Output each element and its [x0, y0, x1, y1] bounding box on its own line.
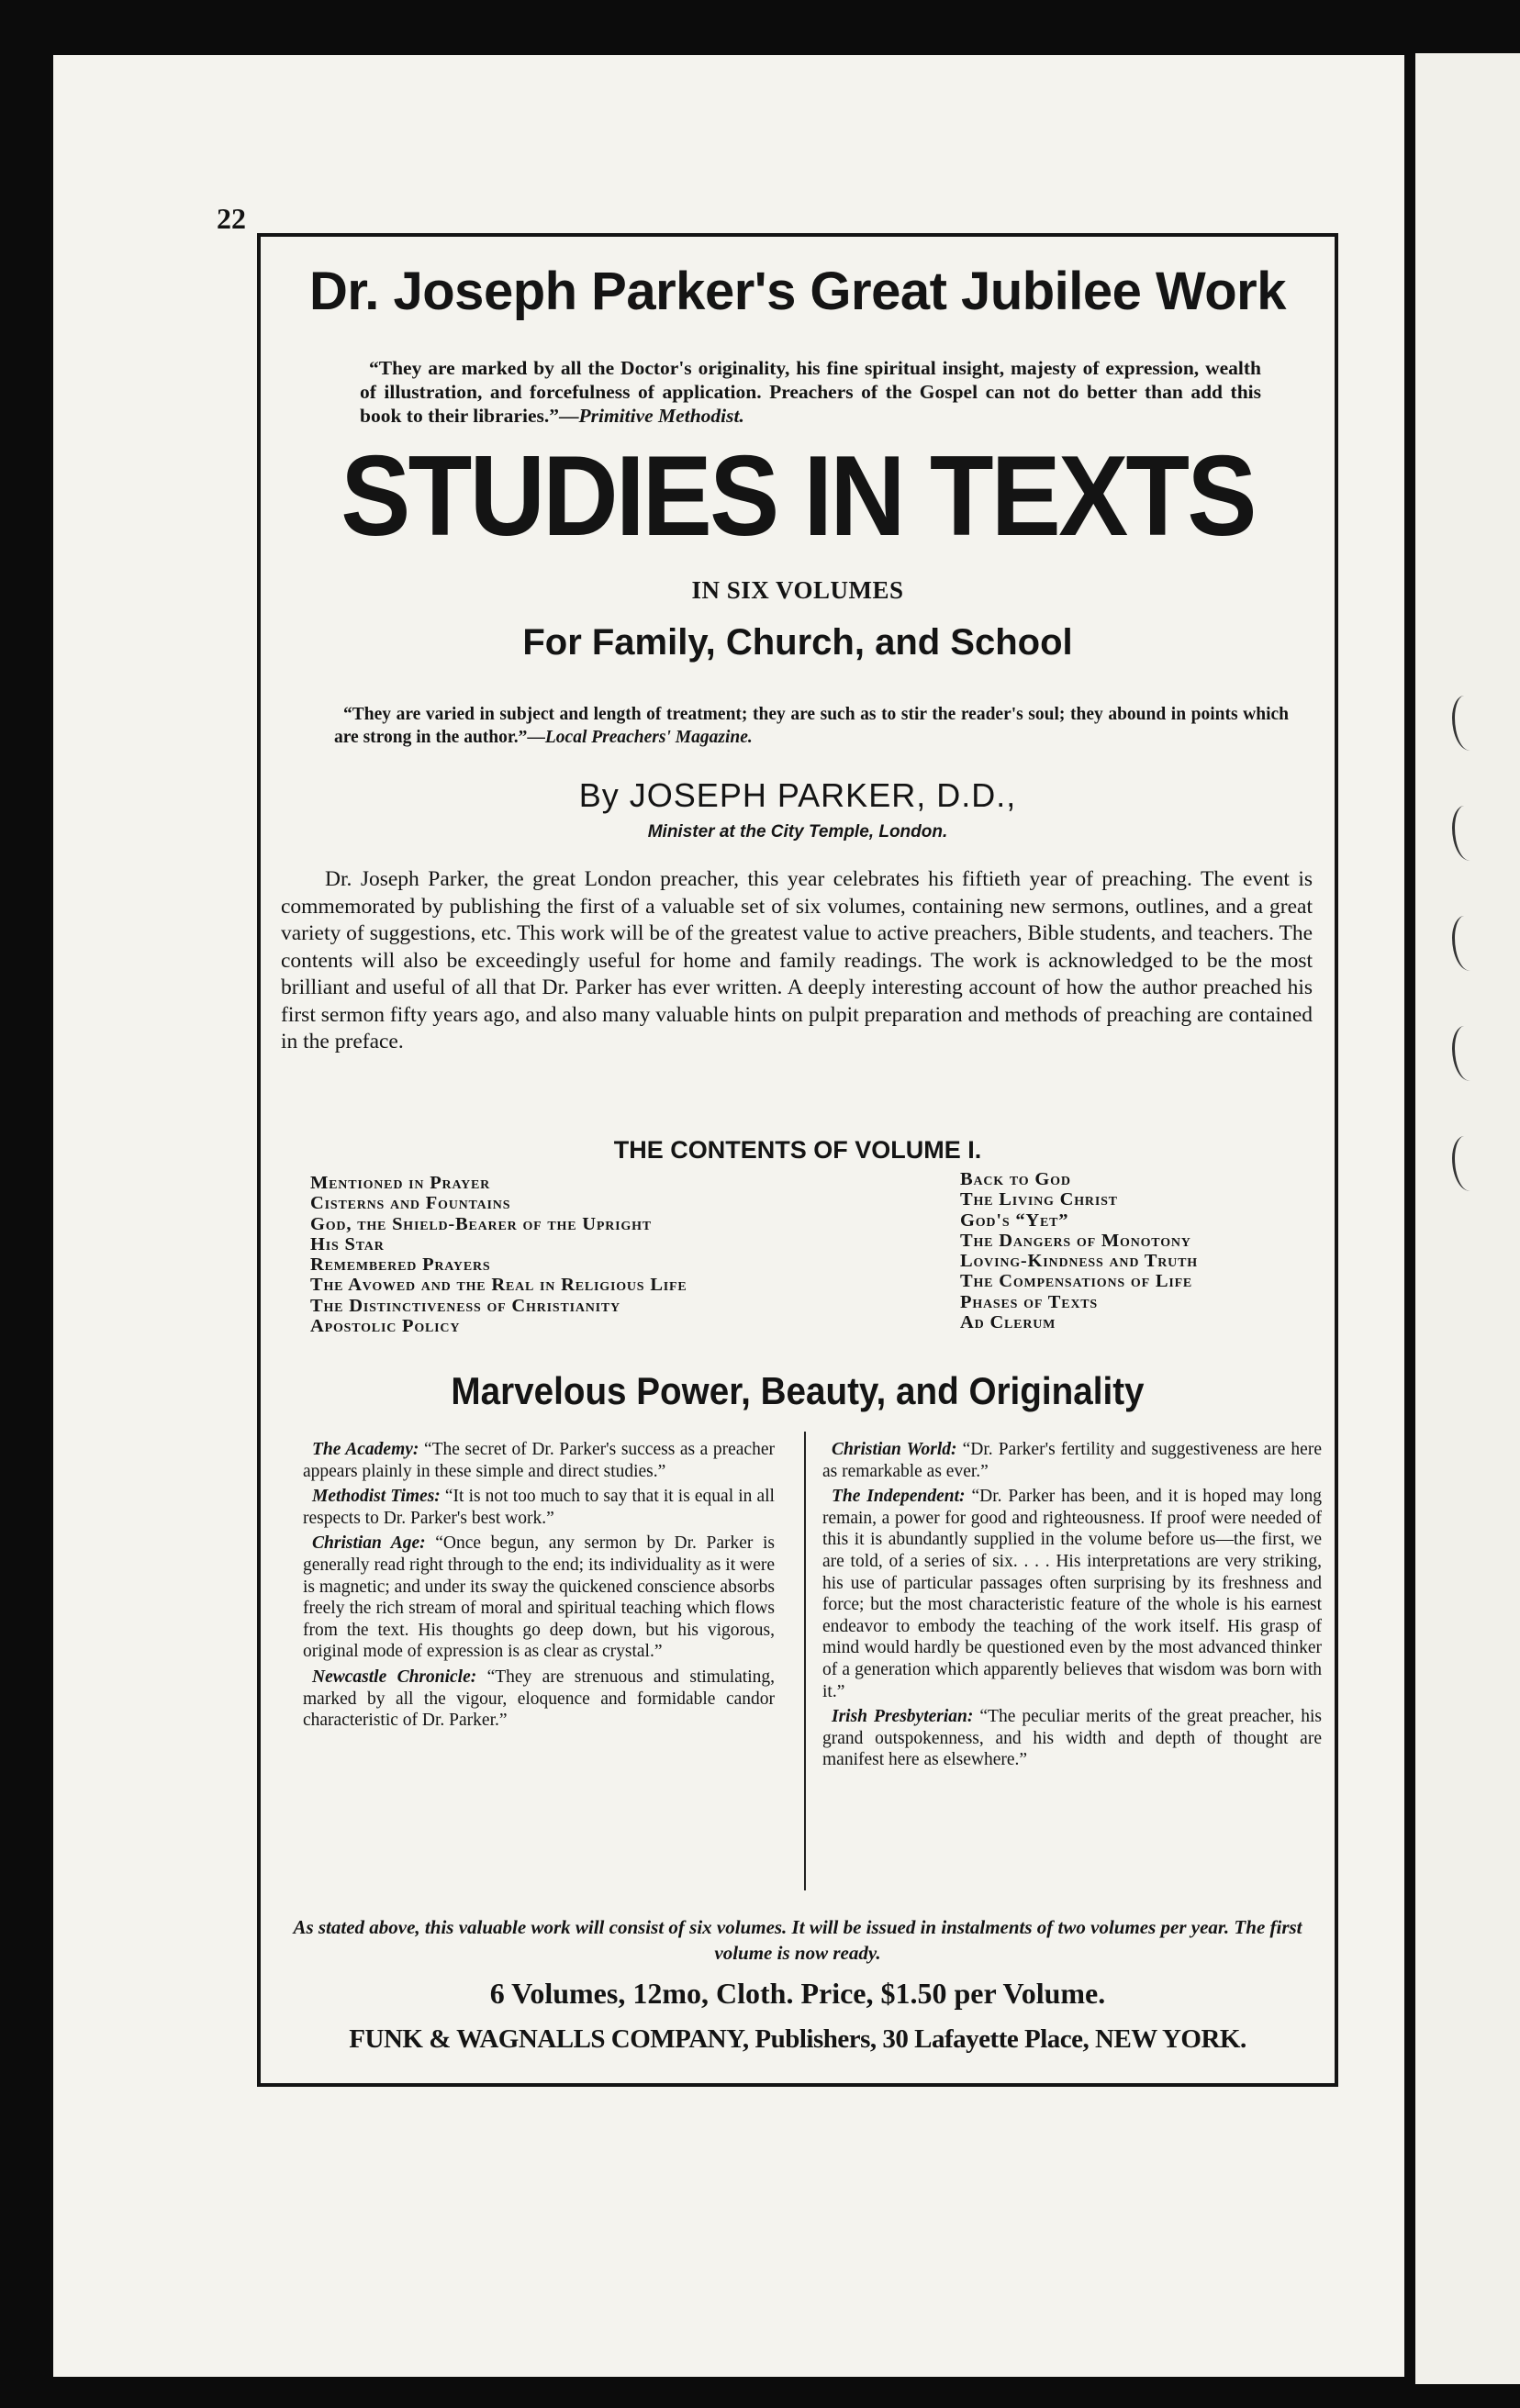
review — [303, 1439, 775, 1482]
review-text: “Once begun, any sermon by Dr. Parker is generally read right through to the end; its individuality as it were is magnetic; and under its sway the quickened conscience absorbs freely the rich stream of moral and spiritual teaching which flows from the text. His thoughts go deep down, but his vigorous, original mode of expression is as clear as crystal.” — [303, 1533, 775, 1662]
contents-item: God's “Yet” — [960, 1210, 1069, 1231]
review-text: “Dr. Parker has been, and it is hoped may long remain, a power for good and righteousness. If proof were needed of this it is abundantly supplied in the volume before us—the first, we are told, of a series of six. . . . His interpretations are very striking, his use of particular passages often surprising by its freshness and force; but the most characteristic feature of the whole is his earnest endeavor to embody the teaching of the work itself. His grasp of mind would hardly be questioned even by the most advanced thinker of a generation which apparently believes that wisdom was born with it.” — [822, 1487, 1322, 1701]
volumes-line: IN SIX VOLUMES — [691, 576, 904, 604]
handwriting-mark — [1452, 696, 1482, 751]
reviews-heading: Marvelous Power, Beauty, and Originality — [451, 1369, 1145, 1412]
contents-item: The Living Christ — [960, 1189, 1118, 1210]
facing-page-edge — [1415, 53, 1520, 2384]
review-source: Irish Presbyterian: — [832, 1707, 974, 1727]
contents-left-list — [310, 1173, 898, 1336]
contents-item: Loving-Kindness and Truth — [960, 1251, 1198, 1272]
reviews-right-column — [822, 1439, 1322, 1775]
contents-item: Mentioned in Prayer — [310, 1173, 491, 1193]
handwriting-mark — [1452, 1136, 1482, 1191]
contents-item: Apostolic Policy — [310, 1316, 461, 1337]
headline: Dr. Joseph Parker's Great Jubilee Work — [309, 262, 1286, 321]
advertisement — [257, 233, 1338, 2087]
contents-item: His Star — [310, 1233, 385, 1254]
contents-right-list — [960, 1169, 1346, 1332]
review-source: Newcastle Chronicle: — [312, 1667, 477, 1687]
author-line: By JOSEPH PARKER, D.D., — [578, 776, 1017, 814]
top-quote-source: Primitive Methodist. — [578, 405, 744, 427]
contents-item: The Compensations of Life — [960, 1271, 1193, 1292]
review-text: “They are strenuous and stimulating, marked by all the vigour, eloquence and formidable candor characteristic of Dr. Parker.” — [303, 1667, 775, 1731]
second-quote-source: Local Preachers' Magazine. — [544, 728, 753, 747]
contents-item: Phases of Texts — [960, 1291, 1098, 1312]
author-title: Minister at the City Temple, London. — [647, 822, 948, 842]
contents-item: Ad Clerum — [960, 1312, 1056, 1333]
review — [303, 1533, 775, 1663]
review-source: Methodist Times: — [312, 1487, 441, 1507]
review-text: “Dr. Parker's fertility and suggestiveness are here as remarkable as ever.” — [822, 1440, 1322, 1481]
handwriting-mark — [1452, 806, 1482, 861]
second-quote-text: “They are varied in subject and length of treatment; they are such as to stir the reader's soul; they abound in points which are strong in the author.”— — [334, 705, 1289, 747]
book-title: STUDIES IN TEXTS — [341, 433, 1255, 560]
page-number: 22 — [217, 202, 246, 235]
review — [822, 1706, 1322, 1771]
column-divider — [804, 1432, 806, 1890]
contents-item: The Dangers of Monotony — [960, 1230, 1191, 1251]
description-paragraph: Dr. Joseph Parker, the great London preacher, this year celebrates his fiftieth year of preaching. The event is commemorated by publishing the first of a valuable set of six volumes, containing new sermons, outlines, and a great variety of suggestions, etc. This work will be of the greatest value to active preachers, Bible students, and teachers. The contents will also be exceedingly useful for home and family readings. The work is acknowledged to be the most brilliant and useful of all that Dr. Parker has ever written. A deeply interesting account of how the author preached his first sermon fifty years ago, and also many valuable hints on pulpit preparation and methods of preaching are contained in the preface. — [281, 867, 1313, 1054]
contents-item: Back to God — [960, 1169, 1071, 1189]
publication-note — [285, 1914, 1311, 1966]
review — [303, 1486, 775, 1529]
contents-heading: THE CONTENTS OF VOLUME I. — [613, 1136, 982, 1164]
review-source: The Independent: — [832, 1487, 966, 1507]
review — [303, 1667, 775, 1732]
review — [822, 1439, 1322, 1482]
review — [822, 1486, 1322, 1702]
second-quote — [334, 703, 1289, 749]
top-quote-text: “They are marked by all the Doctor's originality, his fine spiritual insight, majesty of expression, wealth of illustration, and forcefulness of application. Preachers of the Gospel can not do better than add this book to their libraries.”— — [360, 357, 1261, 427]
top-quote — [360, 356, 1261, 428]
contents-item: Remembered Prayers — [310, 1254, 491, 1276]
review-text: “It is not too much to say that it is equal in all respects to Dr. Parker's best work.” — [303, 1487, 775, 1528]
price-line: 6 Volumes, 12mo, Cloth. Price, $1.50 per Volume. — [489, 1977, 1106, 2010]
contents-item: Cisterns and Fountains — [310, 1193, 511, 1214]
contents-item: The Avowed and the Real in Religious Life — [310, 1275, 687, 1296]
reviews-left-column — [303, 1439, 775, 1735]
publication-note-text: As stated above, this valuable work will consist of six volumes. It will be issued in instalments of two volumes per year. The first volume is now ready. — [293, 1916, 1302, 1964]
review-source: Christian World: — [832, 1440, 957, 1459]
handwriting-mark — [1452, 916, 1482, 971]
contents-item: God, the Shield-Bearer of the Upright — [310, 1213, 652, 1234]
review-source: Christian Age: — [312, 1533, 426, 1554]
review-source: The Academy: — [312, 1440, 419, 1459]
audience-line: For Family, Church, and School — [522, 622, 1073, 663]
contents-item: The Distinctiveness of Christianity — [310, 1295, 620, 1316]
review-text: “The secret of Dr. Parker's success as a preacher appears plainly in these simple and direct studies.” — [303, 1440, 775, 1481]
publisher-line: FUNK & WAGNALLS COMPANY, Publishers, 30 Lafayette Place, NEW YORK. — [349, 2024, 1246, 2054]
review-text: “The peculiar merits of the great preacher, his grand outspokenness, and his width and depth of thought are manifest here as elsewhere.” — [822, 1707, 1322, 1770]
handwriting-mark — [1452, 1026, 1482, 1081]
